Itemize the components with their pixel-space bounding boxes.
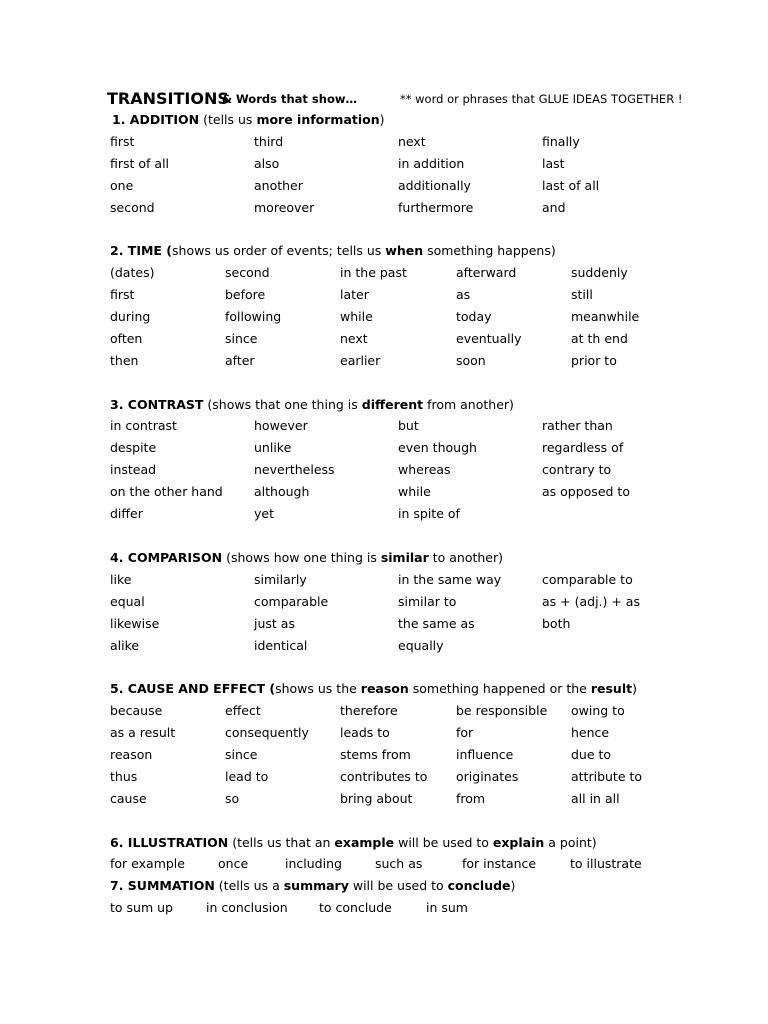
- heading-part: different: [361, 397, 424, 412]
- heading-part: (shows how one thing is: [222, 550, 381, 565]
- transition-word: effect: [225, 703, 261, 718]
- transition-word: for instance: [462, 856, 537, 871]
- transition-word: as opposed to: [542, 484, 630, 499]
- transition-word: similar to: [398, 594, 457, 609]
- heading-part: (shows that one thing is: [203, 397, 362, 412]
- transition-word: afterward: [456, 265, 517, 280]
- transition-word: due to: [571, 747, 612, 762]
- transition-word: instead: [110, 462, 157, 477]
- transition-word: the same as: [398, 616, 475, 631]
- heading-part: 2. TIME (: [110, 243, 173, 258]
- page-subtitle: & Words that show…: [222, 92, 357, 106]
- transition-word: thus: [110, 769, 138, 784]
- transition-word: later: [340, 287, 369, 302]
- transition-word: often: [110, 331, 143, 346]
- transition-word: originates: [456, 769, 519, 784]
- transition-word: as: [456, 287, 471, 302]
- transition-word: similarly: [254, 572, 307, 587]
- transition-word: in the same way: [398, 572, 502, 587]
- heading-part: shows us the: [275, 681, 361, 696]
- transition-word: leads to: [340, 725, 390, 740]
- heading-part: 3. CONTRAST: [110, 397, 204, 412]
- heading-part: result: [590, 681, 633, 696]
- transition-word: just as: [254, 616, 295, 631]
- heading-part: 1. ADDITION: [112, 112, 200, 127]
- transition-word: first of all: [110, 156, 170, 171]
- transition-word: to illustrate: [570, 856, 642, 871]
- heading-part: (tells us a: [214, 878, 284, 893]
- transition-word: alike: [110, 638, 140, 653]
- transition-word: prior to: [571, 353, 617, 368]
- transition-word: then: [110, 353, 139, 368]
- transition-word: in the past: [340, 265, 407, 280]
- transition-word: lead to: [225, 769, 269, 784]
- heading-part: 6. ILLUSTRATION: [110, 835, 229, 850]
- heading-part: something happens): [423, 243, 556, 258]
- heading-part: (tells us that an: [228, 835, 335, 850]
- transition-word: despite: [110, 440, 157, 455]
- heading-part: a point): [544, 835, 597, 850]
- section-heading-4: [110, 550, 503, 566]
- transition-word: from: [456, 791, 486, 806]
- transition-word: nevertheless: [254, 462, 335, 477]
- transition-word: in spite of: [398, 506, 460, 521]
- transition-word: since: [225, 747, 258, 762]
- transition-word: whereas: [398, 462, 451, 477]
- heading-part: something happened or the: [408, 681, 591, 696]
- transition-word: so: [225, 791, 240, 806]
- transition-word: differ: [110, 506, 143, 521]
- transition-word: influence: [456, 747, 514, 762]
- page-title: TRANSITIONS: [107, 89, 229, 108]
- transition-word: at th end: [571, 331, 628, 346]
- transition-word: second: [225, 265, 270, 280]
- transition-word: to sum up: [110, 900, 173, 915]
- transition-word: in sum: [426, 900, 468, 915]
- transition-word: while: [398, 484, 431, 499]
- transition-word: even though: [398, 440, 477, 455]
- transition-word: consequently: [225, 725, 309, 740]
- heading-part: example: [334, 835, 395, 850]
- transition-word: today: [456, 309, 492, 324]
- transition-word: since: [225, 331, 258, 346]
- transition-word: one: [110, 178, 134, 193]
- heading-part: shows us order of events; tells us: [172, 243, 386, 258]
- transition-word: hence: [571, 725, 610, 740]
- transition-word: identical: [254, 638, 308, 653]
- heading-part: more information: [256, 112, 380, 127]
- transition-word: reason: [110, 747, 153, 762]
- heading-part: ): [379, 112, 385, 127]
- transition-word: attribute to: [571, 769, 643, 784]
- transition-word: be responsible: [456, 703, 548, 718]
- heading-part: to another): [428, 550, 504, 565]
- transition-word: finally: [542, 134, 580, 149]
- transition-word: all in all: [571, 791, 620, 806]
- transition-word: comparable: [254, 594, 329, 609]
- transition-word: eventually: [456, 331, 522, 346]
- transition-word: next: [398, 134, 426, 149]
- transition-word: meanwhile: [571, 309, 640, 324]
- transition-word: owing to: [571, 703, 625, 718]
- transition-word: last of all: [542, 178, 600, 193]
- transition-word: including: [285, 856, 342, 871]
- transition-word: on the other hand: [110, 484, 223, 499]
- transition-word: rather than: [542, 418, 613, 433]
- transition-word: such as: [375, 856, 423, 871]
- transition-word: earlier: [340, 353, 381, 368]
- transition-word: yet: [254, 506, 274, 521]
- transition-word: and: [542, 200, 566, 215]
- heading-part: similar: [380, 550, 429, 565]
- transition-word: furthermore: [398, 200, 474, 215]
- heading-part: ): [632, 681, 637, 696]
- transition-word: unlike: [254, 440, 292, 455]
- transition-word: once: [218, 856, 249, 871]
- transition-word: because: [110, 703, 163, 718]
- heading-part: conclude: [447, 878, 511, 893]
- section-heading-5: [110, 681, 637, 697]
- transition-word: as + (adj.) + as: [542, 594, 640, 609]
- transition-word: third: [254, 134, 284, 149]
- transition-word: first: [110, 287, 135, 302]
- transition-word: equal: [110, 594, 145, 609]
- section-heading-6: [110, 835, 597, 851]
- transition-word: like: [110, 572, 132, 587]
- transition-word: before: [225, 287, 266, 302]
- transition-word: both: [542, 616, 571, 631]
- heading-part: ): [510, 878, 516, 893]
- transition-word: contributes to: [340, 769, 428, 784]
- transition-word: suddenly: [571, 265, 628, 280]
- transition-word: second: [110, 200, 155, 215]
- heading-part: explain: [492, 835, 545, 850]
- transition-word: first: [110, 134, 135, 149]
- transition-word: regardless of: [542, 440, 624, 455]
- transition-word: to conclude: [319, 900, 392, 915]
- section-heading-3: [110, 397, 514, 413]
- transition-word: additionally: [398, 178, 471, 193]
- transition-word: as a result: [110, 725, 176, 740]
- transition-word: another: [254, 178, 303, 193]
- transition-word: comparable to: [542, 572, 633, 587]
- transition-word: in conclusion: [206, 900, 288, 915]
- transition-word: during: [110, 309, 151, 324]
- transition-word: also: [254, 156, 280, 171]
- transition-word: soon: [456, 353, 486, 368]
- section-heading-7: [110, 878, 515, 894]
- transition-word: in contrast: [110, 418, 177, 433]
- transition-word: for example: [110, 856, 185, 871]
- section-heading-1: [112, 112, 385, 128]
- transition-word: for: [456, 725, 474, 740]
- heading-part: from another): [423, 397, 514, 412]
- transition-word: however: [254, 418, 308, 433]
- transition-word: next: [340, 331, 368, 346]
- heading-part: will be used to: [348, 878, 448, 893]
- transition-word: following: [225, 309, 282, 324]
- transition-word: although: [254, 484, 310, 499]
- transition-word: contrary to: [542, 462, 612, 477]
- heading-part: (tells us: [199, 112, 257, 127]
- transition-word: last: [542, 156, 565, 171]
- transition-word: but: [398, 418, 419, 433]
- transition-word: (dates): [110, 265, 155, 280]
- heading-part: 7. SUMMATION: [110, 878, 215, 893]
- transition-word: therefore: [340, 703, 398, 718]
- transition-word: equally: [398, 638, 444, 653]
- section-heading-2: [110, 243, 556, 259]
- transition-word: bring about: [340, 791, 413, 806]
- transition-word: cause: [110, 791, 147, 806]
- transition-word: moreover: [254, 200, 315, 215]
- heading-part: summary: [283, 878, 349, 893]
- heading-part: will be used to: [394, 835, 493, 850]
- heading-part: when: [385, 243, 424, 258]
- transition-word: likewise: [110, 616, 160, 631]
- transition-word: after: [225, 353, 255, 368]
- heading-part: 5. CAUSE AND EFFECT (: [110, 681, 276, 696]
- transition-word: while: [340, 309, 373, 324]
- heading-part: reason: [360, 681, 409, 696]
- transition-word: stems from: [340, 747, 411, 762]
- transition-word: still: [571, 287, 593, 302]
- heading-part: 4. COMPARISON: [110, 550, 223, 565]
- transition-word: in addition: [398, 156, 465, 171]
- page-note: ** word or phrases that GLUE IDEAS TOGETHER !: [400, 92, 683, 106]
